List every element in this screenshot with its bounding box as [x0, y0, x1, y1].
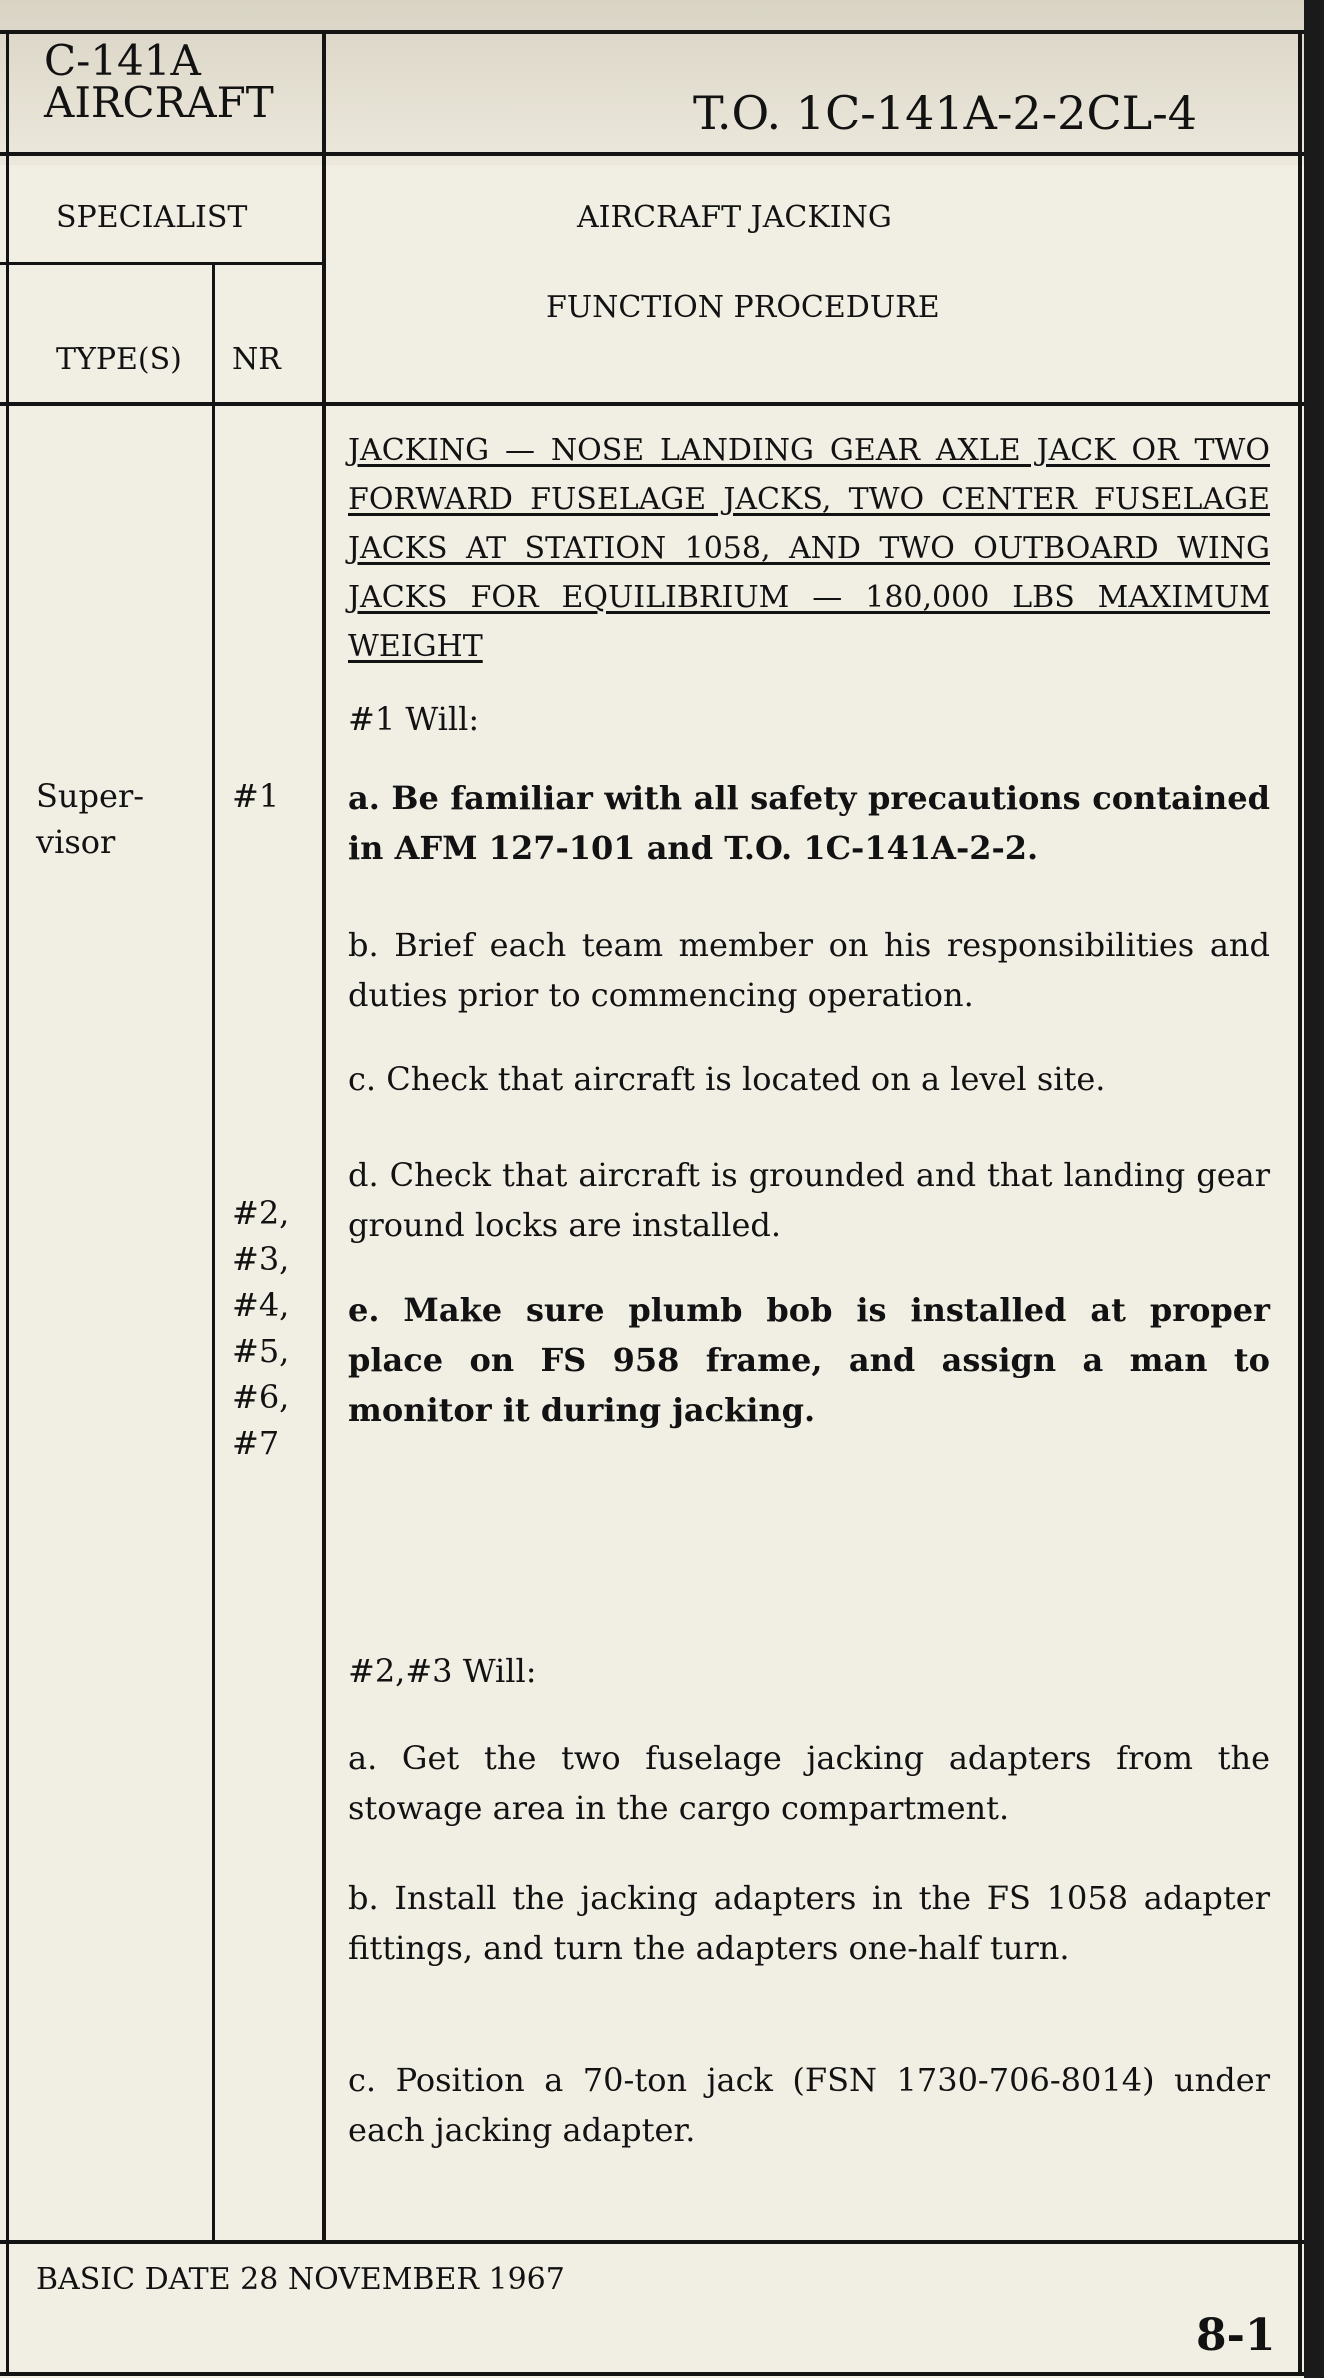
column-header-divider — [0, 402, 1304, 406]
section-2-step-b: b. Install the jacking adapters in the FS 1058 adapter fittings, and turn the adapters one-half turn. — [348, 1879, 1270, 1967]
right-border — [1298, 30, 1302, 2376]
top-border — [0, 30, 1304, 34]
nr-column-header: NR — [232, 342, 281, 377]
section-1-step-d: d. Check that aircraft is grounded and that landing gear ground locks are installed. — [348, 1156, 1270, 1244]
specialist-divider — [0, 262, 324, 265]
specialist-label: SPECIALIST — [56, 200, 248, 235]
section-1-step-e: e. Make sure plumb bob is installed at proper place on FS 958 frame, and assign a man to monitor it during jacking. — [348, 1291, 1270, 1429]
left-border — [6, 30, 9, 2376]
page-number: 8-1 — [1196, 2310, 1276, 2361]
nr-supervisor: #1 — [232, 777, 280, 815]
procedure-title: AIRCRAFT JACKING — [577, 200, 892, 235]
aircraft-word: AIRCRAFT — [44, 78, 274, 127]
jacking-heading: JACKING — NOSE LANDING GEAR AXLE JACK OR TWO FORWARD FUSELAGE JACKS, TWO CENTER FUSELAGE JACKS AT STATION 1058, AND TWO OUTBOARD WING JACKS FOR EQUILIBRIUM — 180,000 LBS MAXIMUM WEIGHT — [348, 433, 1270, 664]
section-1-step-a: a. Be familiar with all safety precautions contained in AFM 127-101 and T.O. 1C-141A-2-2. — [348, 779, 1270, 867]
bottom-border — [0, 2372, 1304, 2376]
nr-team-members: #2, #3, #4, #5, #6, #7 — [232, 1194, 290, 1462]
to-number: T.O. 1C-141A-2-2CL-4 — [693, 86, 1198, 140]
specialist-type: Super-visor — [36, 777, 145, 861]
procedure-subtitle: FUNCTION PROCEDURE — [546, 290, 940, 325]
paper-edge — [1304, 0, 1324, 2378]
header-divider — [0, 152, 1304, 156]
section-2-title: #2,#3 Will: — [348, 1652, 537, 1690]
aircraft-model: C-141A — [44, 36, 201, 85]
types-column-header: TYPE(S) — [56, 342, 182, 377]
main-column-divider — [322, 30, 326, 2242]
section-1-step-b: b. Brief each team member on his responsibilities and duties prior to commencing operation. — [348, 926, 1270, 1014]
aircraft-label — [44, 36, 274, 127]
section-2-step-a: a. Get the two fuselage jacking adapters from the stowage area in the cargo compartment. — [348, 1739, 1270, 1827]
footer-divider — [0, 2240, 1304, 2244]
section-2-step-c: c. Position a 70-ton jack (FSN 1730-706-8014) under each jacking adapter. — [348, 2061, 1270, 2149]
section-1-step-c: c. Check that aircraft is located on a level site. — [348, 1060, 1106, 1098]
basic-date: BASIC DATE 28 NOVEMBER 1967 — [36, 2262, 565, 2297]
section-1-title: #1 Will: — [348, 700, 480, 738]
types-nr-divider — [212, 262, 215, 2242]
